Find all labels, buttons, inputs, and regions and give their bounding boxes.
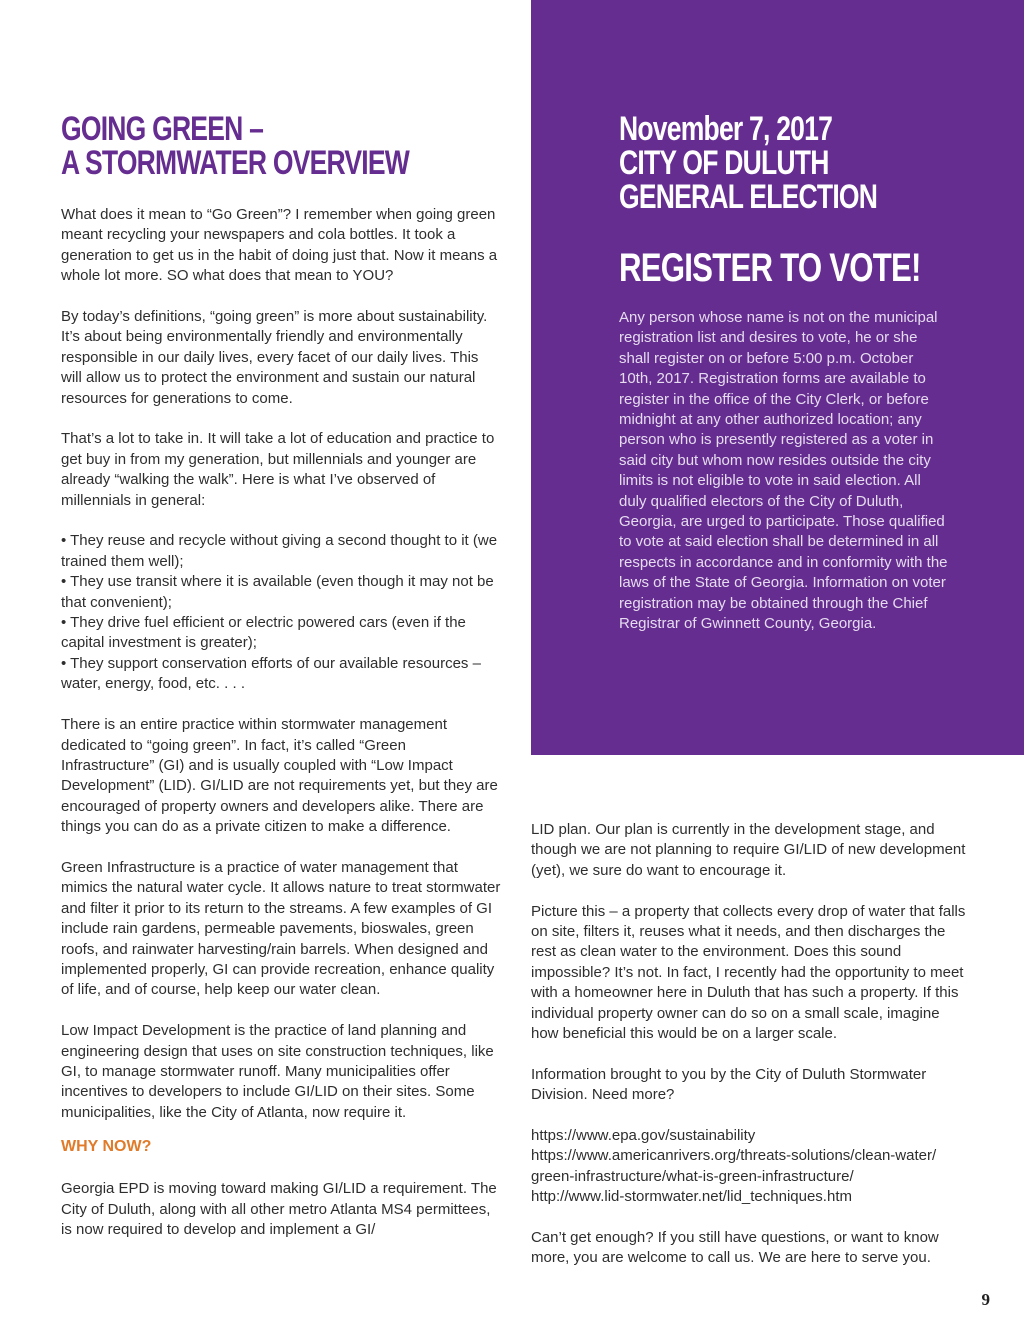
- why-now-heading: WHY NOW?: [61, 1138, 152, 1156]
- registration-notice: Any person whose name is not on the municipal registration list and desires to vote, he or she shall register on or before 5:00 p.m. October 10th, 2017. Registration forms are available to register in the office of the City Clerk, or before midnight at any other authorized location; any person who is presently registered as a voter in said city but whom now resides outside the city limits is not eligible to vote in said election. All duly qualified electors of the City of Duluth, Georgia, are urged to participate. Those qualified to vote at said election shall be determined in all respects in accordance and in conformity with the laws of the State of Georgia. Information on voter registration may be obtained through the Chief Registrar of Gwinnett County, Georgia.: [619, 309, 948, 633]
- election-type: GENERAL ELECTION: [619, 178, 878, 216]
- election-notice: [619, 112, 959, 635]
- closing-paragraph: Can’t get enough? If you still have questions, or want to know more, you are welcome to call us. We are here to serve you.: [531, 1229, 939, 1267]
- election-date: November 7, 2017: [619, 110, 833, 148]
- education-paragraph: That’s a lot to take in. It will take a lot of education and practice to get buy in from my generation, but millennials and younger are already “walking the walk”. Here is what I’ve observed of millennials in general:: [61, 430, 495, 509]
- register-to-vote-heading: REGISTER TO VOTE!: [619, 246, 921, 290]
- epd-paragraph: Georgia EPD is moving toward making GI/LID a requirement. The City of Duluth, along with all other metro Atlanta MS4 permittees, is now required to develop and implement a GI/: [61, 1180, 497, 1238]
- info-paragraph: Information brought to you by the City of Duluth Stormwater Division. Need more?: [531, 1065, 927, 1104]
- millennials-list: [61, 531, 501, 694]
- gi-paragraph: Green Infrastructure is a practice of water management that mimics the natural water cycle. It allows nature to treat stormwater and filter it prior to its return to the streams. A few examples of GI include rain gardens, permeable pavements, bioswales, green roofs, and rainwater harvesting/rain barrels. When designed and implemented properly, GI can provide recreation, enhance quality of life, and of course, help keep our water clean.: [61, 858, 501, 999]
- definition-paragraph: By today’s definitions, “going green” is more about sustainability. It’s about being environmentally friendly and environmentally responsible in our daily lives, every facet of our daily lives. This will allow us to protect the environment and sustain our natural resources for generations to come.: [61, 308, 488, 407]
- article-right-column: [531, 820, 971, 1269]
- resource-link[interactable]: https://www.americanrivers.org/threats-solutions/clean-water/: [531, 1147, 937, 1165]
- lid-paragraph: Low Impact Development is the practice of land planning and engineering design that uses on site construction techniques, like GI, to manage stormwater runoff. Many municipalities offer incentives to developers to include GI/LID on their sites. Some municipalities, like the City of Atlanta, now require it.: [61, 1022, 494, 1121]
- resource-link[interactable]: https://www.epa.gov/sustainability: [531, 1127, 756, 1145]
- resource-links: [531, 1126, 971, 1208]
- list-item: • They support conservation efforts of our available resources – water, energy, food, etc. . . .: [61, 654, 481, 693]
- article-title-line2: A STORMWATER OVERVIEW: [61, 144, 410, 182]
- resource-link[interactable]: http://www.lid-stormwater.net/lid_techniques.htm: [531, 1188, 852, 1206]
- lid-plan-paragraph: LID plan. Our plan is currently in the development stage, and though we are not planning to require GI/LID of new development (yet), we sure do want to encourage it.: [531, 821, 966, 879]
- list-item: • They use transit where it is available (even though it may not be that convenient);: [61, 573, 494, 611]
- page-number: 9: [981, 1290, 990, 1309]
- article-title-line1: GOING GREEN –: [61, 110, 264, 148]
- practice-paragraph: There is an entire practice within stormwater management dedicated to “going green”. In fact, it’s called “Green Infrastructure” (GI) and is usually coupled with “Low Impact Development” (LID). GI/LID are not requirements yet, but they are encouraged of property owners and developers alike. There are things you can do as a private citizen to make a difference.: [61, 716, 498, 836]
- picture-paragraph: Picture this – a property that collects every drop of water that falls on site, filters it, reuses what it needs, and then discharges the rest as clean water to the environment. Does this sound impossible? It’s not. In fact, I recently had the opportunity to meet with a homeowner here in Duluth that has such a property. If this individual property owner can do so on a small scale, imagine how beneficial this would be on a larger scale.: [531, 902, 966, 1043]
- resource-link[interactable]: green-infrastructure/what-is-green-infrastructure/: [531, 1167, 854, 1185]
- election-city: CITY OF DULUTH: [619, 144, 829, 182]
- intro-paragraph: What does it mean to “Go Green”? I remember when going green meant recycling your newspapers and cola bottles. It took a generation to get us in the habit of doing just that. Now it means a whole lot more. SO what does that mean to YOU?: [61, 206, 498, 285]
- list-item: • They reuse and recycle without giving a second thought to it (we trained them well);: [61, 532, 498, 570]
- list-item: • They drive fuel efficient or electric powered cars (even if the capital investment is greater);: [61, 614, 466, 652]
- article-left-column: [61, 112, 501, 1240]
- article-title: [61, 112, 498, 180]
